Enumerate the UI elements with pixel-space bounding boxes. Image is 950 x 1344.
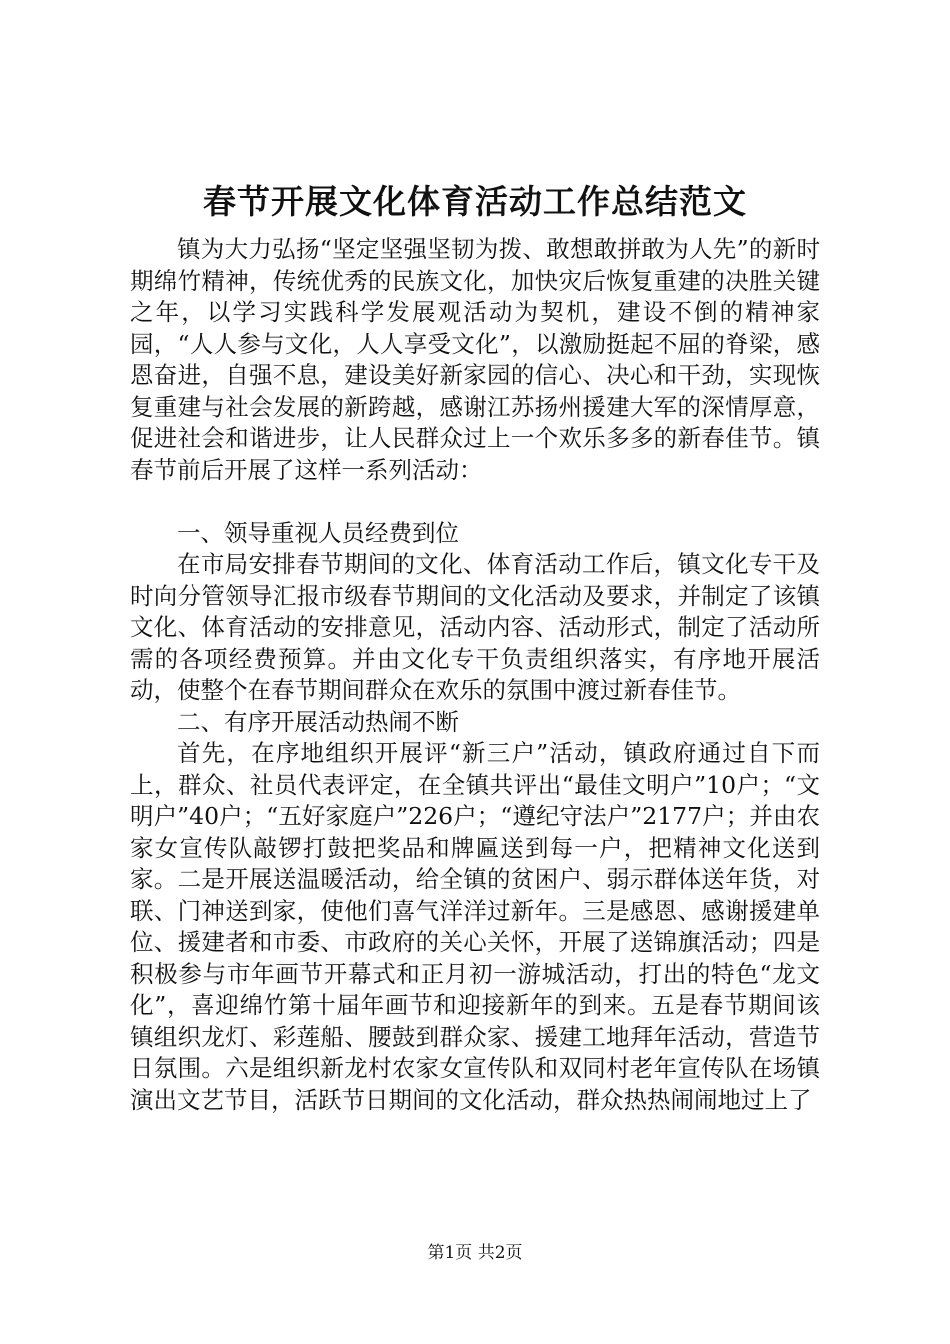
document-title: 春节开展文化体育活动工作总结范文	[203, 182, 747, 221]
document-body	[130, 234, 820, 1116]
section-heading-1: 一、领导重视人员经费到位	[177, 518, 459, 547]
paragraph-intro: 镇为大力弘扬“坚定坚强坚韧为拨、敢想敢拼敢为人先”的新时期绵竹精神，传统优秀的民族文化，加快灾后恢复重建的决胜关键之年，以学习实践科学发展观活动为契机，建设不倒的精神家园，“人人参与文化，人人享受文化”，以激励挺起不屈的脊梁，感恩奋进，自强不息，建设美好新家园的信心、决心和干劲，实现恢复重建与社会发展的新跨越，感谢江苏扬州援建大军的深情厚意，促进社会和谐进步，让人民群众过上一个欢乐多多的新春佳节。镇春节前后开展了这样一系列活动：	[130, 235, 820, 484]
page-number: 第1页 共2页	[427, 1243, 523, 1263]
paragraph-section-1: 在市局安排春节期间的文化、体育活动工作后，镇文化专干及时向分管领导汇报市级春节期间的文化活动及要求，并制定了该镇文化、体育活动的安排意见，活动内容、活动形式，制定了活动所需的各项经费预算。并由文化专干负责组织落实，有序地开展活动，使整个在春节期间群众在欢乐的氛围中渡过新春佳节。	[130, 550, 820, 704]
section-heading-2: 二、有序开展活动热闹不断	[177, 707, 459, 736]
paragraph-section-2: 首先，在序地组织开展评“新三户”活动，镇政府通过自下而上，群众、社员代表评定，在全镇共评出“最佳文明户”10户；“文明户”40户；“五好家庭户”226户；“遵纪守法户”2177户；并由农家女宣传队敲锣打鼓把奖品和牌匾送到每一户，把精神文化送到家。二是开展送温暖活动，给全镇的贫困户、弱示群体送年货，对联、门神送到家，使他们喜气洋洋过新年。三是感恩、感谢援建单位、援建者和市委、市政府的关心关怀，开展了送锦旗活动；四是积极参与市年画节开幕式和正月初一游城活动，打出的特色“龙文化”，喜迎绵竹第十届年画节和迎接新年的到来。五是春节期间该镇组织龙灯、彩莲船、腰鼓到群众家、援建工地拜年活动，营造节日氛围。六是组织新龙村农家女宣传队和双同村老年宣传队在场镇演出文艺节目，活跃节日期间的文化活动，群众热热闹闹地过上了	[130, 739, 820, 1114]
